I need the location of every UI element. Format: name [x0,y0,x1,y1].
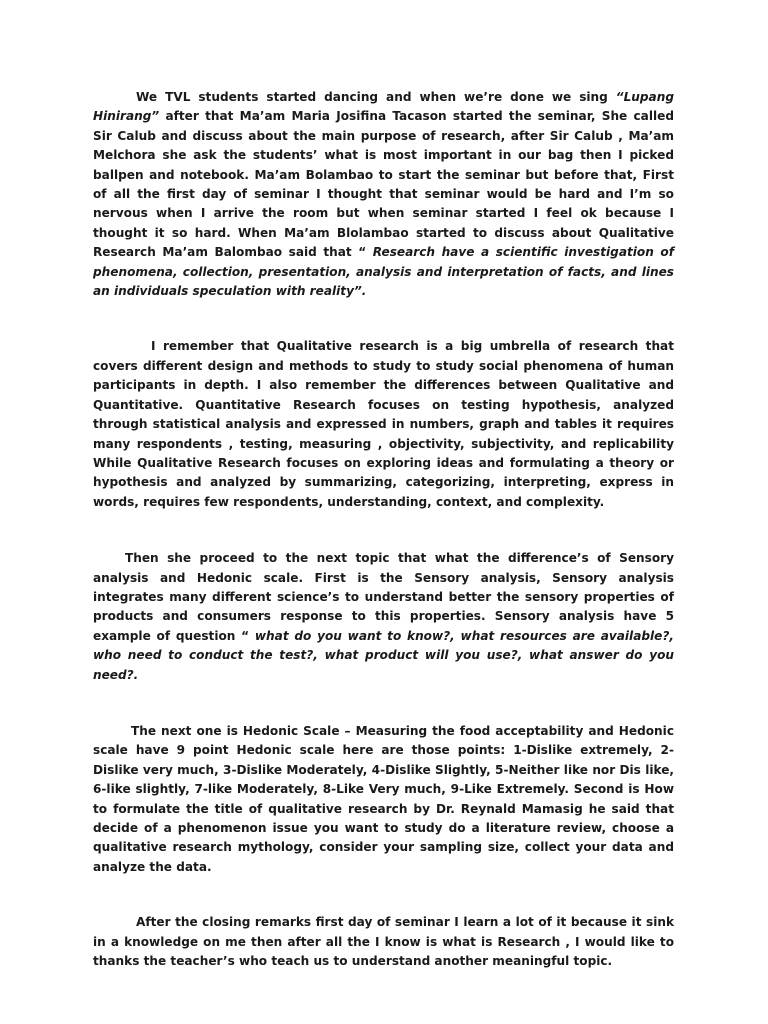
paragraph-seminar-opening [93,88,674,301]
paragraph-text: After the closing remarks first day of seminar I learn a lot of it because it sink in a knowledge on me then after all the I know is what is Research , I would like to thanks the teacher’s who teach us to understand another meaningful topic. [93,915,674,969]
paragraph-text: after that Ma’am Maria Josifina Tacason started the seminar, She called Sir Calub and discuss about the main purpose of research, after Sir Calub , Ma’am Melchora she ask the students’ what is most important in our bag then I picked ballpen and notebook. Ma’am Bolambao to start the seminar but before that, First of all the first day of seminar I thought that seminar would be hard and I’m so nervous when I arrive the room but when seminar started I feel ok because I thought it so hard. When Ma’am Blolambao started to discuss about Qualitative Research Ma’am Balombao said that “ [93,109,674,260]
paragraph-hedonic-scale [93,722,674,877]
song-title: “Lupang Hinirang” [93,90,674,124]
paragraph-qualitative-vs-quantitative [93,337,674,512]
paragraph-text: Then she proceed to the next topic that what the difference’s of Sensory analysis and Hedonic scale. First is the Sensory analysis, Sensory analysis integrates many different science’s to understand better the sensory properties of products and consumers response to this properties. Sensory analysis have 5 example of question “ [93,551,674,643]
paragraph-sensory-analysis [93,549,674,685]
paragraph-text: I remember that Qualitative research is a big umbrella of research that covers different design and methods to study to study social phenomena of human participants in depth. I also remember the differences between Qualitative and Quantitative. Quantitative Research focuses on testing hypothesis, analyzed through statistical analysis and expressed in numbers, graph and tables it requires many respondents , testing, measuring , objectivity, subjectivity, and replicability While Qualitative Research focuses on exploring ideas and formulating a theory or hypothesis and analyzed by summarizing, categorizing, interpreting, express in words, requires few respondents, understanding, context, and complexity. [93,339,674,509]
sensory-questions-quote: what do you want to know?, what resources are available?, who need to conduct the test?, what product will you use?, what answer do you need?. [93,628,674,682]
paragraph-text: We TVL students started dancing and when we’re done we sing [136,90,616,104]
research-definition-quote: Research have a scientific investigation of phenomena, collection, presentation, analysis and interpretation of facts, and lines an individuals speculation with reality”. [93,245,674,299]
paragraph-closing-remarks [93,913,674,971]
paragraph-text: The next one is Hedonic Scale – Measuring the food acceptability and Hedonic scale have 9 point Hedonic scale here are those points: 1-Dislike extremely, 2-Dislike very much, 3-Dislike Moderately, 4-Dislike Slightly, 5-Neither like nor Dis like, 6-like slightly, 7-like Moderately, 8-Like Very much, 9-Like Extremely. Second is How to formulate the title of qualitative research by Dr. Reynald Mamasig he said that decide of a phenomenon issue you want to study do a literature review, choose a qualitative research mythology, consider your sampling size, collect your data and analyze the data. [93,723,674,874]
document-body [93,88,674,1006]
